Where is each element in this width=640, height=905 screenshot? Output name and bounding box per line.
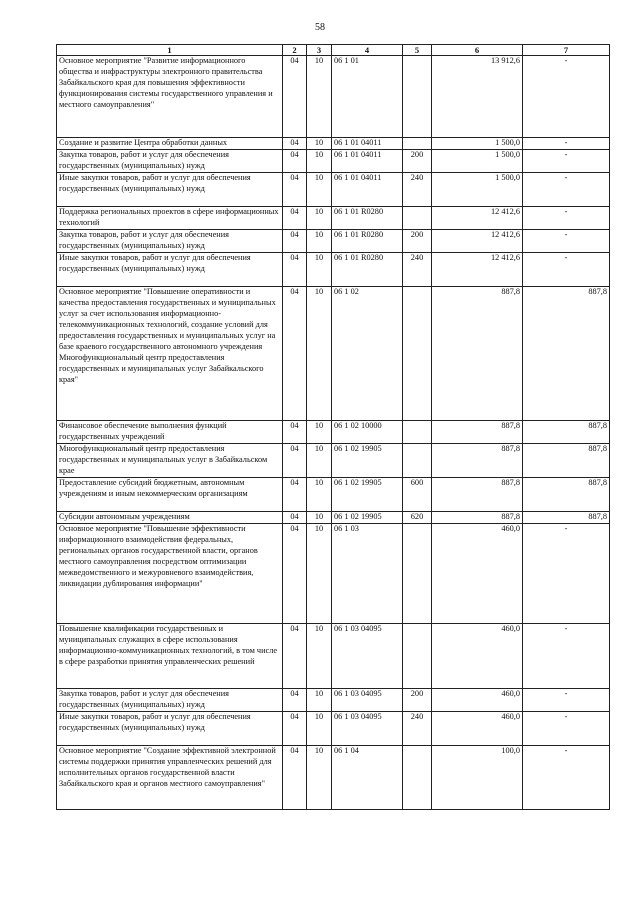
row-section: 04 <box>283 746 307 810</box>
row-subsection: 10 <box>307 478 332 512</box>
row-section: 04 <box>283 173 307 207</box>
row-amount-1: 887,8 <box>432 444 523 478</box>
row-section: 04 <box>283 150 307 173</box>
table-row <box>57 253 610 287</box>
row-target-code: 06 1 01 R0280 <box>332 253 403 287</box>
row-section: 04 <box>283 624 307 689</box>
row-subsection: 10 <box>307 689 332 712</box>
row-section: 04 <box>283 138 307 150</box>
row-amount-1: 13 912,6 <box>432 56 523 138</box>
row-section: 04 <box>283 524 307 624</box>
row-target-code: 06 1 02 <box>332 287 403 421</box>
row-subsection: 10 <box>307 524 332 624</box>
row-subsection: 10 <box>307 444 332 478</box>
row-subsection: 10 <box>307 421 332 444</box>
row-expense-type: 240 <box>403 712 432 746</box>
table-header-row <box>57 45 610 56</box>
table-row <box>57 56 610 138</box>
row-amount-1: 1 500,0 <box>432 138 523 150</box>
row-amount-2: 887,8 <box>523 478 610 512</box>
row-amount-2: 887,8 <box>523 512 610 524</box>
row-target-code: 06 1 03 04095 <box>332 712 403 746</box>
row-name: Предоставление субсидий бюджетным, автономным учреждениям и иным некоммерческим организациям <box>57 478 283 512</box>
row-section: 04 <box>283 287 307 421</box>
row-expense-type: 200 <box>403 230 432 253</box>
row-amount-2: - <box>523 150 610 173</box>
row-section: 04 <box>283 56 307 138</box>
row-amount-1: 887,8 <box>432 421 523 444</box>
column-header: 3 <box>307 45 332 56</box>
table-row <box>57 421 610 444</box>
row-section: 04 <box>283 712 307 746</box>
row-expense-type: 240 <box>403 173 432 207</box>
row-amount-1: 100,0 <box>432 746 523 810</box>
table-row <box>57 746 610 810</box>
row-expense-type: 620 <box>403 512 432 524</box>
row-subsection: 10 <box>307 150 332 173</box>
row-name: Иные закупки товаров, работ и услуг для обеспечения государственных (муниципальных) нужд <box>57 173 283 207</box>
row-target-code: 06 1 02 19905 <box>332 478 403 512</box>
table-row <box>57 173 610 207</box>
row-amount-2: 887,8 <box>523 421 610 444</box>
row-subsection: 10 <box>307 253 332 287</box>
row-section: 04 <box>283 253 307 287</box>
column-header: 1 <box>57 45 283 56</box>
row-subsection: 10 <box>307 287 332 421</box>
row-target-code: 06 1 02 10000 <box>332 421 403 444</box>
row-name: Повышение квалификации государственных и муниципальных служащих в сфере использования информационно-коммуникационных технологий, в том числе в сфере разработки принятия управленческих решений <box>57 624 283 689</box>
table-row <box>57 624 610 689</box>
row-amount-1: 460,0 <box>432 689 523 712</box>
row-amount-1: 460,0 <box>432 624 523 689</box>
row-expense-type <box>403 138 432 150</box>
budget-table <box>56 44 610 810</box>
row-name: Закупка товаров, работ и услуг для обеспечения государственных (муниципальных) нужд <box>57 150 283 173</box>
row-expense-type: 200 <box>403 689 432 712</box>
row-name: Основное мероприятие "Повышение эффективности информационного взаимодействия федеральных, региональных органов государственной власти, органов местного самоуправления посредством оптимизации межведомственного и межуровневого взаимодействия, ликвидации дублирования информации" <box>57 524 283 624</box>
table-row <box>57 524 610 624</box>
table-body <box>57 56 610 810</box>
row-section: 04 <box>283 421 307 444</box>
table-row <box>57 689 610 712</box>
table-row <box>57 712 610 746</box>
row-target-code: 06 1 01 04011 <box>332 138 403 150</box>
row-section: 04 <box>283 689 307 712</box>
row-name: Закупка товаров, работ и услуг для обеспечения государственных (муниципальных) нужд <box>57 689 283 712</box>
row-amount-1: 12 412,6 <box>432 207 523 230</box>
row-section: 04 <box>283 512 307 524</box>
row-section: 04 <box>283 207 307 230</box>
row-expense-type <box>403 207 432 230</box>
row-name: Субсидии автономным учреждениям <box>57 512 283 524</box>
row-target-code: 06 1 02 19905 <box>332 444 403 478</box>
row-subsection: 10 <box>307 173 332 207</box>
row-target-code: 06 1 01 04011 <box>332 173 403 207</box>
column-header: 5 <box>403 45 432 56</box>
row-amount-2: 887,8 <box>523 287 610 421</box>
table-row <box>57 287 610 421</box>
row-expense-type <box>403 56 432 138</box>
column-header: 6 <box>432 45 523 56</box>
row-subsection: 10 <box>307 746 332 810</box>
row-name: Закупка товаров, работ и услуг для обеспечения государственных (муниципальных) нужд <box>57 230 283 253</box>
row-name: Основное мероприятие "Повышение оперативности и качества предоставления государственных и муниципальных услуг за счет использования информационно-телекоммуникационных технологий, создание условий для предоставления государственных и муниципальных услуг на базе краевого государственного автономного учреждения Многофункциональный центр предоставления государственных и муниципальных услуг Забайкальского края" <box>57 287 283 421</box>
row-target-code: 06 1 01 R0280 <box>332 207 403 230</box>
row-amount-1: 460,0 <box>432 524 523 624</box>
row-amount-2: - <box>523 207 610 230</box>
table-row <box>57 230 610 253</box>
row-target-code: 06 1 03 04095 <box>332 689 403 712</box>
row-name: Многофункциональный центр предоставления государственных и муниципальных услуг в Забайкальском крае <box>57 444 283 478</box>
row-name: Поддержка региональных проектов в сфере информационных технологий <box>57 207 283 230</box>
row-amount-1: 12 412,6 <box>432 230 523 253</box>
row-subsection: 10 <box>307 624 332 689</box>
row-expense-type <box>403 444 432 478</box>
row-subsection: 10 <box>307 712 332 746</box>
row-expense-type: 240 <box>403 253 432 287</box>
row-amount-2: - <box>523 253 610 287</box>
row-expense-type <box>403 524 432 624</box>
row-subsection: 10 <box>307 230 332 253</box>
table-row <box>57 512 610 524</box>
row-amount-1: 887,8 <box>432 512 523 524</box>
row-amount-2: - <box>523 746 610 810</box>
row-amount-1: 887,8 <box>432 478 523 512</box>
row-name: Иные закупки товаров, работ и услуг для обеспечения государственных (муниципальных) нужд <box>57 712 283 746</box>
row-target-code: 06 1 03 <box>332 524 403 624</box>
row-expense-type: 600 <box>403 478 432 512</box>
row-expense-type <box>403 746 432 810</box>
row-name: Основное мероприятие "Развитие информационного общества и инфраструктуры электронного правительства Забайкальского края для повышения эффективности функционирования системы государственного управления и местного самоуправления" <box>57 56 283 138</box>
row-section: 04 <box>283 478 307 512</box>
row-subsection: 10 <box>307 207 332 230</box>
table-row <box>57 138 610 150</box>
row-amount-1: 1 500,0 <box>432 150 523 173</box>
row-target-code: 06 1 01 R0280 <box>332 230 403 253</box>
row-target-code: 06 1 01 <box>332 56 403 138</box>
row-section: 04 <box>283 444 307 478</box>
row-section: 04 <box>283 230 307 253</box>
row-expense-type: 200 <box>403 150 432 173</box>
row-amount-2: - <box>523 624 610 689</box>
row-name: Основное мероприятие "Создание эффективной электронной системы поддержки принятия управленческих решений для исполнительных органов государственной власти Забайкальского края и органов местного самоуправления" <box>57 746 283 810</box>
table-row <box>57 444 610 478</box>
row-target-code: 06 1 02 19905 <box>332 512 403 524</box>
row-name: Создание и развитие Центра обработки данных <box>57 138 283 150</box>
row-amount-1: 12 412,6 <box>432 253 523 287</box>
row-expense-type <box>403 624 432 689</box>
row-amount-2: - <box>523 712 610 746</box>
column-header: 2 <box>283 45 307 56</box>
row-expense-type <box>403 287 432 421</box>
row-amount-2: - <box>523 138 610 150</box>
table-row <box>57 478 610 512</box>
row-amount-2: - <box>523 689 610 712</box>
row-subsection: 10 <box>307 56 332 138</box>
row-subsection: 10 <box>307 138 332 150</box>
row-amount-2: - <box>523 173 610 207</box>
row-expense-type <box>403 421 432 444</box>
row-target-code: 06 1 04 <box>332 746 403 810</box>
row-amount-1: 460,0 <box>432 712 523 746</box>
column-header: 7 <box>523 45 610 56</box>
row-amount-2: 887,8 <box>523 444 610 478</box>
column-header: 4 <box>332 45 403 56</box>
row-amount-2: - <box>523 524 610 624</box>
row-target-code: 06 1 01 04011 <box>332 150 403 173</box>
row-amount-1: 1 500,0 <box>432 173 523 207</box>
row-amount-2: - <box>523 230 610 253</box>
page-number: 58 <box>315 22 325 33</box>
table-row <box>57 150 610 173</box>
row-amount-1: 887,8 <box>432 287 523 421</box>
row-name: Финансовое обеспечение выполнения функций государственных учреждений <box>57 421 283 444</box>
row-amount-2: - <box>523 56 610 138</box>
row-name: Иные закупки товаров, работ и услуг для обеспечения государственных (муниципальных) нужд <box>57 253 283 287</box>
row-subsection: 10 <box>307 512 332 524</box>
row-target-code: 06 1 03 04095 <box>332 624 403 689</box>
table-row <box>57 207 610 230</box>
